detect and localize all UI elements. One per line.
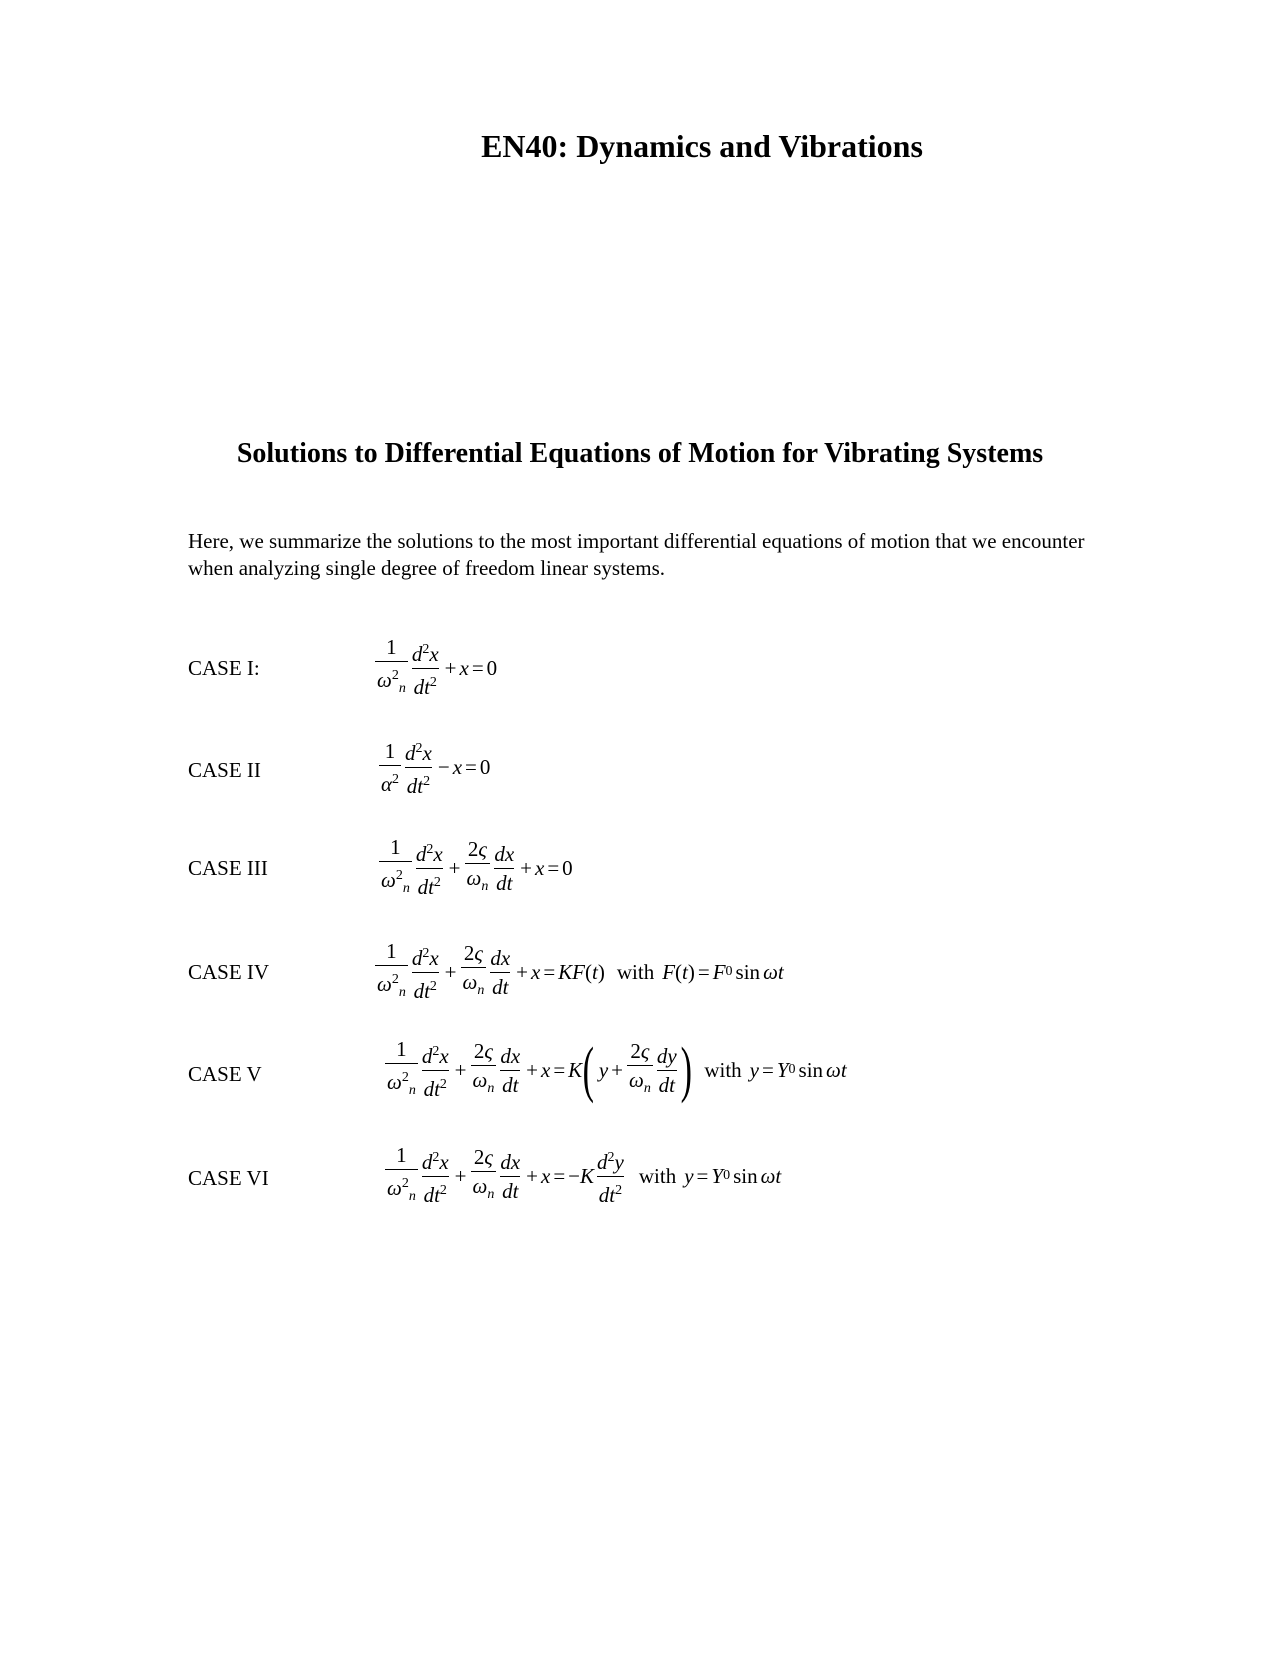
case-4-equation: $\frac{1}{\omega^2_n}$ $\frac{d^2x}{dt^2}$ + $\frac{2\varsigma}{\omega_n}$ $\frac{dx}{dt}$ + x = KF ( t ) with F ( t ) = F 0 sin ωt xyxy=(374,938,784,1006)
section-title: Solutions to Differential Equations of Motion for Vibrating Systems xyxy=(236,438,1044,469)
case-3-label: CASE III xyxy=(188,856,268,880)
case-4-label: CASE IV xyxy=(188,960,270,984)
case-2-equation: $\frac{1}{\alpha^2}$ $\frac{d^2x}{dt^2}$ − x = 0 xyxy=(381,739,491,798)
case-6-with: with xyxy=(638,1163,677,1188)
case-5-equation: $\frac{1}{\omega^2_n}$ $\frac{d^2x}{dt^2}$ + $\frac{2\varsigma}{\omega_n}$ $\frac{dx}{dt}$ + x = K ( y + $\frac{2\varsigma}{\omega_n}$ $\frac{dy}{dt}$ ) with y = Y 0 sin ωt xyxy=(387,1036,847,1105)
case-1-label: CASE I: xyxy=(188,656,260,680)
case-5-with: with xyxy=(704,1057,742,1082)
course-title: EN40: Dynamics and Vibrations xyxy=(481,128,923,164)
case-6-equation: $\frac{1}{\omega^2_n}$ $\frac{d^2x}{dt^2}$ + $\frac{2\varsigma}{\omega_n}$ $\frac{dx}{dt}$ + x = − K $\frac{d^2y}{dt^2}$ with y = Y 0 sin ωt xyxy=(384,1142,781,1210)
case-4-with: with xyxy=(616,959,655,984)
case-6-label: CASE VI xyxy=(188,1166,269,1190)
intro-paragraph: Here, we summarize the solutions to the most important differential equations of motion that we encounter when analyzing single degree of freedom linear systems. xyxy=(188,529,1085,580)
case-1-equation: $\frac{1}{\omega^2_n}$ $\frac{d^2x}{dt^2}$ + x = 0 xyxy=(374,634,497,702)
case-5-label: CASE V xyxy=(188,1062,262,1086)
case-3-equation: $\frac{1}{\omega^2_n}$ $\frac{d^2x}{dt^2}$ + $\frac{2\varsigma}{\omega_n}$ $\frac{dx}{dt}$ + x = 0 xyxy=(378,834,573,902)
case-2-label: CASE II xyxy=(188,758,261,782)
